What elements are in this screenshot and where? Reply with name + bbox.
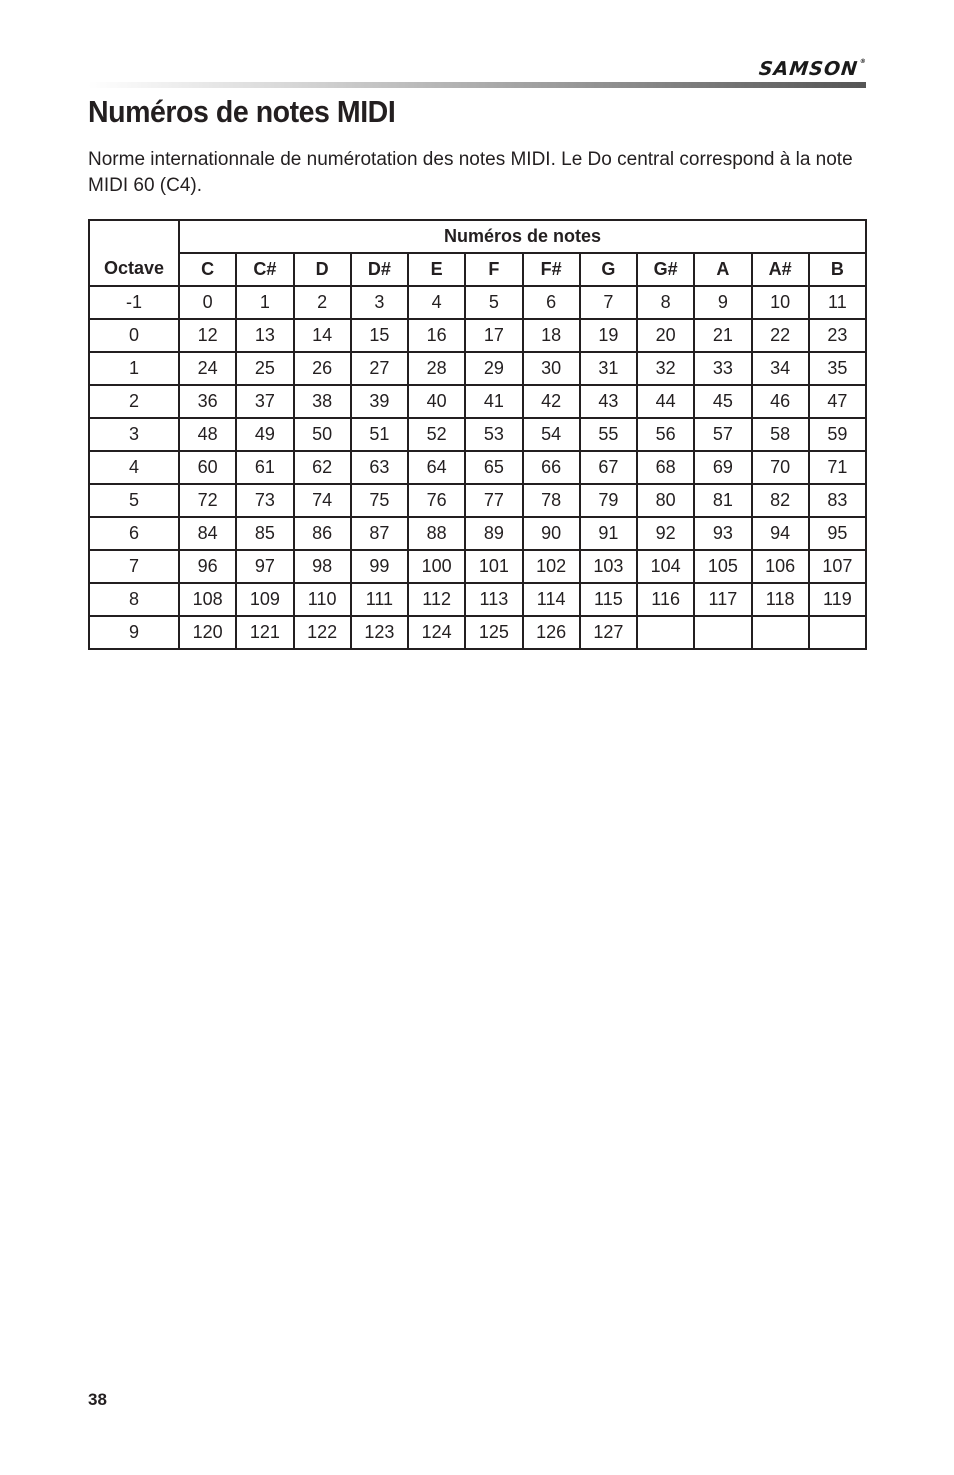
note-number-cell: 18 [523, 319, 580, 352]
note-number-cell: 57 [694, 418, 751, 451]
note-number-cell: 52 [408, 418, 465, 451]
note-number-cell: 49 [236, 418, 293, 451]
table-row [89, 451, 866, 484]
table-body [89, 286, 866, 649]
note-number-cell: 32 [637, 352, 694, 385]
note-number-cell: 87 [351, 517, 408, 550]
note-number-cell [694, 616, 751, 649]
note-number-cell: 5 [465, 286, 522, 319]
note-number-cell: 19 [580, 319, 637, 352]
note-number-cell: 81 [694, 484, 751, 517]
note-number-cell: 117 [694, 583, 751, 616]
note-number-cell: 58 [752, 418, 809, 451]
note-number-cell: 37 [236, 385, 293, 418]
note-number-cell: 90 [523, 517, 580, 550]
note-number-cell: 88 [408, 517, 465, 550]
note-number-cell: 95 [809, 517, 866, 550]
note-number-cell: 28 [408, 352, 465, 385]
note-number-cell: 94 [752, 517, 809, 550]
octave-cell: 6 [89, 517, 179, 550]
octave-cell: 7 [89, 550, 179, 583]
note-number-cell: 76 [408, 484, 465, 517]
note-number-cell [752, 616, 809, 649]
table-row [89, 616, 866, 649]
note-number-cell: 79 [580, 484, 637, 517]
note-header-cell: D [294, 253, 351, 286]
midi-note-table [88, 219, 867, 650]
note-number-cell: 20 [637, 319, 694, 352]
note-number-cell: 125 [465, 616, 522, 649]
note-number-cell: 59 [809, 418, 866, 451]
note-number-cell: 60 [179, 451, 236, 484]
note-number-cell: 43 [580, 385, 637, 418]
intro-paragraph: Norme internationnale de numérotation des notes MIDI. Le Do central correspond à la note MIDI 60 (C4). [88, 149, 853, 196]
table-row [89, 418, 866, 451]
note-number-cell: 51 [351, 418, 408, 451]
note-number-cell: 84 [179, 517, 236, 550]
note-number-cell: 118 [752, 583, 809, 616]
note-number-cell: 26 [294, 352, 351, 385]
note-number-cell: 99 [351, 550, 408, 583]
note-number-cell: 1 [236, 286, 293, 319]
note-number-cell: 107 [809, 550, 866, 583]
note-number-cell: 25 [236, 352, 293, 385]
note-number-cell: 119 [809, 583, 866, 616]
note-number-cell: 12 [179, 319, 236, 352]
note-number-cell: 105 [694, 550, 751, 583]
note-number-cell: 6 [523, 286, 580, 319]
note-header-cell: A# [752, 253, 809, 286]
note-number-cell: 113 [465, 583, 522, 616]
note-number-cell: 40 [408, 385, 465, 418]
note-number-cell: 101 [465, 550, 522, 583]
note-number-cell: 85 [236, 517, 293, 550]
note-number-cell: 67 [580, 451, 637, 484]
note-number-cell: 65 [465, 451, 522, 484]
note-number-cell: 70 [752, 451, 809, 484]
note-number-cell: 93 [694, 517, 751, 550]
header-rule [88, 82, 866, 88]
note-number-cell: 112 [408, 583, 465, 616]
brand-name: SAMSON [757, 58, 860, 80]
octave-cell: 9 [89, 616, 179, 649]
note-number-cell: 89 [465, 517, 522, 550]
note-number-cell: 66 [523, 451, 580, 484]
note-number-cell: 71 [809, 451, 866, 484]
note-number-cell: 27 [351, 352, 408, 385]
octave-cell: 2 [89, 385, 179, 418]
note-number-cell: 92 [637, 517, 694, 550]
note-number-cell: 96 [179, 550, 236, 583]
note-number-cell: 100 [408, 550, 465, 583]
note-number-cell: 62 [294, 451, 351, 484]
note-number-cell: 14 [294, 319, 351, 352]
table-row [89, 352, 866, 385]
note-number-cell: 114 [523, 583, 580, 616]
note-number-cell: 31 [580, 352, 637, 385]
note-number-cell: 106 [752, 550, 809, 583]
note-number-cell: 122 [294, 616, 351, 649]
note-number-cell: 55 [580, 418, 637, 451]
note-number-cell [637, 616, 694, 649]
table-row [89, 286, 866, 319]
note-number-cell: 56 [637, 418, 694, 451]
note-header-cell: B [809, 253, 866, 286]
note-number-cell: 45 [694, 385, 751, 418]
note-number-cell: 44 [637, 385, 694, 418]
samson-logo [758, 58, 867, 80]
note-number-cell: 110 [294, 583, 351, 616]
note-number-cell: 73 [236, 484, 293, 517]
note-number-cell: 64 [408, 451, 465, 484]
note-number-cell: 41 [465, 385, 522, 418]
note-header-cell: F [465, 253, 522, 286]
note-number-cell: 38 [294, 385, 351, 418]
note-number-cell: 35 [809, 352, 866, 385]
note-number-cell: 4 [408, 286, 465, 319]
note-number-cell: 53 [465, 418, 522, 451]
note-number-cell: 46 [752, 385, 809, 418]
note-number-cell: 82 [752, 484, 809, 517]
note-header-cell: A [694, 253, 751, 286]
note-number-cell: 33 [694, 352, 751, 385]
note-number-cell [809, 616, 866, 649]
table-row [89, 484, 866, 517]
octave-cell: 0 [89, 319, 179, 352]
octave-column-header: Octave [89, 220, 179, 286]
note-number-cell: 68 [637, 451, 694, 484]
note-number-cell: 16 [408, 319, 465, 352]
note-number-cell: 102 [523, 550, 580, 583]
note-number-cell: 104 [637, 550, 694, 583]
note-header-cell: C# [236, 253, 293, 286]
note-number-cell: 77 [465, 484, 522, 517]
note-header-cell: G# [637, 253, 694, 286]
note-number-cell: 15 [351, 319, 408, 352]
note-number-cell: 7 [580, 286, 637, 319]
note-number-cell: 30 [523, 352, 580, 385]
note-number-cell: 10 [752, 286, 809, 319]
note-names-header-row [89, 253, 866, 286]
note-number-cell: 36 [179, 385, 236, 418]
note-number-cell: 2 [294, 286, 351, 319]
note-number-cell: 75 [351, 484, 408, 517]
note-number-cell: 29 [465, 352, 522, 385]
table-row [89, 517, 866, 550]
note-number-cell: 74 [294, 484, 351, 517]
note-number-cell: 72 [179, 484, 236, 517]
note-number-cell: 50 [294, 418, 351, 451]
note-number-cell: 23 [809, 319, 866, 352]
note-number-cell: 115 [580, 583, 637, 616]
note-number-cell: 54 [523, 418, 580, 451]
note-number-cell: 124 [408, 616, 465, 649]
note-header-cell: D# [351, 253, 408, 286]
note-number-cell: 61 [236, 451, 293, 484]
page-title: Numéros de notes MIDI [88, 94, 396, 129]
octave-cell: 1 [89, 352, 179, 385]
note-numbers-group-header: Numéros de notes [179, 220, 866, 253]
note-number-cell: 9 [694, 286, 751, 319]
note-number-cell: 126 [523, 616, 580, 649]
note-number-cell: 111 [351, 583, 408, 616]
page-number: 38 [88, 1390, 107, 1409]
note-number-cell: 120 [179, 616, 236, 649]
note-number-cell: 80 [637, 484, 694, 517]
octave-cell: 8 [89, 583, 179, 616]
note-number-cell: 21 [694, 319, 751, 352]
octave-cell: 4 [89, 451, 179, 484]
note-number-cell: 13 [236, 319, 293, 352]
note-number-cell: 39 [351, 385, 408, 418]
note-number-cell: 3 [351, 286, 408, 319]
note-number-cell: 123 [351, 616, 408, 649]
note-number-cell: 69 [694, 451, 751, 484]
octave-cell: 5 [89, 484, 179, 517]
table-row [89, 550, 866, 583]
note-number-cell: 48 [179, 418, 236, 451]
note-number-cell: 121 [236, 616, 293, 649]
note-number-cell: 34 [752, 352, 809, 385]
note-number-cell: 78 [523, 484, 580, 517]
note-number-cell: 83 [809, 484, 866, 517]
note-number-cell: 42 [523, 385, 580, 418]
note-number-cell: 8 [637, 286, 694, 319]
note-header-cell: E [408, 253, 465, 286]
note-number-cell: 108 [179, 583, 236, 616]
note-number-cell: 103 [580, 550, 637, 583]
table-row [89, 385, 866, 418]
note-number-cell: 97 [236, 550, 293, 583]
note-number-cell: 24 [179, 352, 236, 385]
note-number-cell: 86 [294, 517, 351, 550]
note-header-cell: C [179, 253, 236, 286]
note-number-cell: 127 [580, 616, 637, 649]
note-number-cell: 116 [637, 583, 694, 616]
octave-cell: -1 [89, 286, 179, 319]
note-number-cell: 47 [809, 385, 866, 418]
octave-cell: 3 [89, 418, 179, 451]
note-header-cell: G [580, 253, 637, 286]
note-header-cell: F# [523, 253, 580, 286]
note-number-cell: 22 [752, 319, 809, 352]
note-number-cell: 63 [351, 451, 408, 484]
note-number-cell: 98 [294, 550, 351, 583]
note-number-cell: 11 [809, 286, 866, 319]
note-number-cell: 0 [179, 286, 236, 319]
table-group-header-row [89, 220, 866, 253]
trademark-symbol: ® [859, 58, 868, 65]
note-number-cell: 109 [236, 583, 293, 616]
note-number-cell: 91 [580, 517, 637, 550]
table-row [89, 583, 866, 616]
note-number-cell: 17 [465, 319, 522, 352]
table-row [89, 319, 866, 352]
